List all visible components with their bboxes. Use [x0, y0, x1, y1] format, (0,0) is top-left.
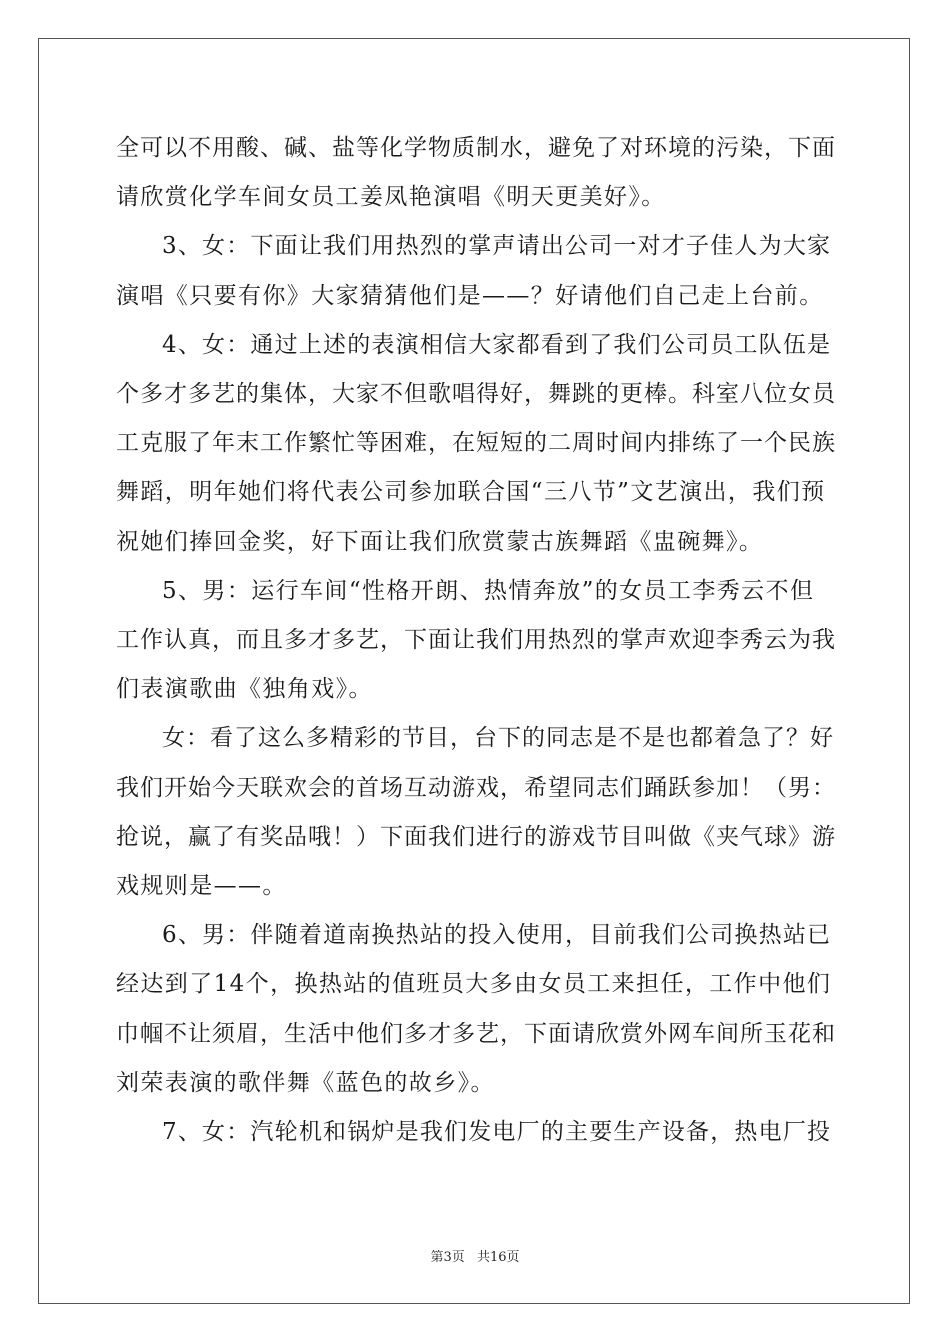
paragraph: [116, 567, 836, 715]
text-line: 祝她们捧回金奖，好下面让我们欣赏蒙古族舞蹈《盅碗舞》。: [116, 528, 764, 555]
text-line: 戏规则是——。: [116, 873, 287, 900]
text-line: 个多才多艺的集体，大家不但歌唱得好，舞跳的更棒。科室八位女员: [116, 381, 836, 408]
text-line: 全可以不用酸、碱、盐等化学物质制水，避免了对环境的污染，下面: [116, 135, 836, 161]
paragraph: [116, 911, 836, 1108]
text-line: 们表演歌曲《独角戏》。: [116, 676, 373, 703]
text-line: 请欣赏化学车间女员工姜凤艳演唱《明天更美好》。: [116, 184, 666, 211]
text-line: 抢说，赢了有奖品哦！）下面我们进行的游戏节目叫做《夹气球》游: [116, 823, 836, 850]
text-line: 5、男：运行车间“性格开朗、热情奔放”的女员工李秀云不但: [162, 577, 815, 604]
text-line: 舞蹈，明年她们将代表公司参加联合国“三八节”文艺演出，我们预: [116, 479, 826, 506]
page-total: 共16页: [476, 1250, 520, 1265]
paragraph: [116, 222, 836, 320]
text-line: 女：看了这么多精彩的节目，台下的同志是不是也都着急了？好: [162, 725, 834, 752]
text-line: 演唱《只要有你》大家猜猜他们是——？好请他们自己走上台前。: [116, 282, 824, 309]
text-line: 刘荣表演的歌伴舞《蓝色的故乡》。: [116, 1069, 495, 1096]
paragraph: [116, 124, 836, 222]
text-line: 3、女：下面让我们用热烈的掌声请出公司一对才子佳人为大家: [162, 233, 832, 260]
text-line: 6、男：伴随着道南换热站的投入使用，目前我们公司换热站已: [162, 922, 832, 949]
text-line: 我们开始今天联欢会的首场互动游戏，希望同志们踊跃参加！（男：: [116, 774, 836, 801]
text-line: 工作认真，而且多才多艺，下面让我们用热烈的掌声欢迎李秀云为我: [116, 627, 836, 654]
page-number: 第3页: [430, 1250, 465, 1265]
document-body: [116, 124, 836, 1157]
text-line: 7、女：汽轮机和锅炉是我们发电厂的主要生产设备，热电厂投: [162, 1119, 832, 1146]
page-footer: [0, 1246, 950, 1265]
text-line: 工克服了年末工作繁忙等困难，在短短的二周时间内排练了一个民族: [116, 430, 836, 457]
text-line: 经达到了14个，换热站的值班员大多由女员工来担任，工作中他们: [116, 971, 832, 998]
text-line: 4、女：通过上述的表演相信大家都看到了我们公司员工队伍是: [162, 331, 832, 358]
paragraph: [116, 321, 836, 567]
text-line: 巾帼不让须眉，生活中他们多才多艺，下面请欣赏外网车间所玉花和: [116, 1020, 836, 1047]
paragraph: [116, 1108, 836, 1157]
paragraph: [116, 714, 836, 911]
